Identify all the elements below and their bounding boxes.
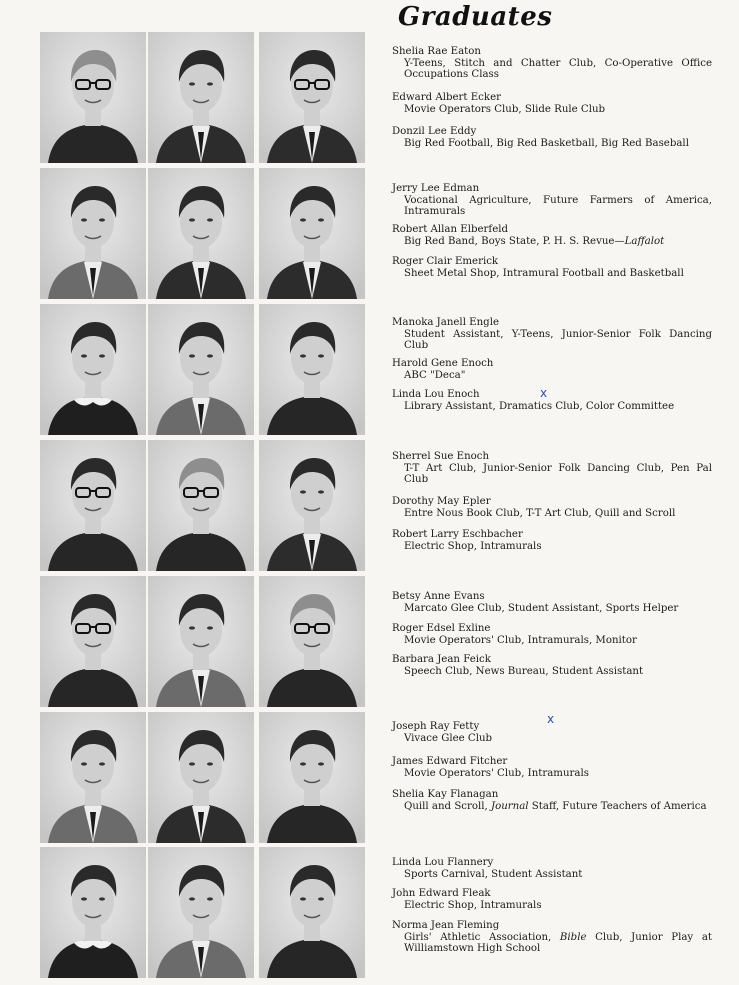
activities-text: Electric Shop, Intramurals — [404, 540, 542, 552]
graduate-activities — [392, 401, 712, 413]
activities-text: Y-Teens, Stitch and Chatter Club, Co-Operative Office Occupations Class — [404, 57, 712, 81]
graduate-entry — [392, 857, 712, 880]
graduate-name: Harold Gene Enoch — [392, 358, 494, 369]
graduate-name: Sherrel Sue Enoch — [392, 451, 490, 462]
graduate-entry — [392, 654, 712, 677]
graduate-activities — [392, 666, 712, 678]
publication-title: Laffalot — [624, 235, 665, 247]
graduate-entry — [392, 920, 712, 955]
student-portrait — [148, 440, 254, 571]
activities-text: Student Assistant, Y-Teens, Junior-Senior Folk Dancing Club — [404, 328, 712, 352]
portrait-row — [40, 712, 365, 843]
activities-text: Entre Nous Book Club, T-T Art Club, Quill and Scroll — [404, 507, 676, 519]
graduate-activities — [392, 635, 712, 647]
activities-text: T-T Art Club, Junior-Senior Folk Dancing Club, Pen Pal Club — [404, 462, 712, 486]
student-portrait — [148, 304, 254, 435]
activities-text: Girls' Athletic Association, — [404, 931, 560, 943]
graduate-name: Roger Clair Emerick — [392, 256, 499, 267]
student-portrait — [259, 440, 365, 571]
graduate-name: James Edward Fitcher — [392, 756, 508, 767]
graduate-entry — [392, 126, 712, 149]
graduate-entry — [392, 224, 712, 247]
graduate-name: Linda Lou Enoch — [392, 389, 480, 400]
graduate-name: John Edward Fleak — [392, 888, 491, 899]
student-portrait — [40, 168, 146, 299]
handwritten-mark: x — [540, 386, 548, 400]
activities-text: Sports Carnival, Student Assistant — [404, 868, 583, 880]
graduate-name: Joseph Ray Fetty — [392, 721, 480, 732]
activities-text: Big Red Band, Boys State, P. H. S. Revue— — [404, 235, 625, 247]
activities-text: Club, Junior Play at Williamstown High School — [404, 931, 712, 955]
graduate-activities — [392, 508, 712, 520]
portrait-row — [40, 576, 365, 707]
graduate-entry — [392, 789, 712, 812]
student-portrait — [40, 32, 146, 163]
student-portrait — [259, 168, 365, 299]
student-portrait — [259, 32, 365, 163]
activities-text: Vivace Glee Club — [404, 732, 493, 744]
graduate-activities — [392, 733, 712, 745]
graduate-entry — [392, 92, 712, 115]
graduate-entry — [392, 256, 712, 279]
graduate-activities — [392, 869, 712, 881]
graduate-entry — [392, 529, 712, 552]
activities-text: Sheet Metal Shop, Intramural Football and Basketball — [404, 267, 684, 279]
activities-text: Marcato Glee Club, Student Assistant, Sports Helper — [404, 602, 679, 614]
publication-title: Bible — [559, 931, 587, 943]
graduate-activities — [392, 370, 712, 382]
graduate-entry — [392, 389, 712, 412]
graduate-activities — [392, 236, 712, 248]
activities-text: Speech Club, News Bureau, Student Assistant — [404, 665, 644, 677]
graduate-entry — [392, 888, 712, 911]
graduate-activities — [392, 768, 712, 780]
graduate-name: Betsy Anne Evans — [392, 591, 485, 602]
activities-text: Movie Operators' Club, Intramurals — [404, 767, 589, 779]
student-portrait — [259, 304, 365, 435]
graduate-name: Manoka Janell Engle — [392, 317, 499, 328]
graduate-name: Edward Albert Ecker — [392, 92, 501, 103]
student-portrait — [40, 440, 146, 571]
portrait-row — [40, 440, 365, 571]
graduate-name: Shelia Rae Eaton — [392, 46, 481, 57]
student-portrait — [148, 712, 254, 843]
activities-text: ABC "Deca" — [404, 369, 466, 381]
graduate-activities — [392, 138, 712, 150]
portrait-row — [40, 304, 365, 435]
graduate-activities — [392, 195, 712, 218]
activities-text: Big Red Football, Big Red Basketball, Big Red Baseball — [404, 137, 689, 149]
graduate-name: Robert Larry Eschbacher — [392, 529, 523, 540]
graduate-entry — [392, 358, 712, 381]
student-portrait — [40, 576, 146, 707]
graduate-entry — [392, 496, 712, 519]
student-portrait — [40, 712, 146, 843]
publication-title: Journal — [491, 800, 529, 812]
graduate-activities — [392, 463, 712, 486]
graduate-activities — [392, 900, 712, 912]
graduate-name: Shelia Kay Flanagan — [392, 789, 499, 800]
activities-text: Quill and Scroll, — [404, 800, 492, 812]
graduate-name: Norma Jean Fleming — [392, 920, 500, 931]
student-portrait — [259, 712, 365, 843]
handwritten-mark: x — [547, 712, 555, 726]
student-portrait — [40, 847, 146, 978]
graduate-entry — [392, 317, 712, 352]
activities-text: Vocational Agriculture, Future Farmers of America, Intramurals — [404, 194, 712, 218]
graduate-activities — [392, 58, 712, 81]
portrait-row — [40, 168, 365, 299]
graduate-entry — [392, 183, 712, 218]
graduate-name: Dorothy May Epler — [392, 496, 491, 507]
graduate-entry — [392, 623, 712, 646]
graduate-activities — [392, 104, 712, 116]
portrait-row — [40, 847, 365, 978]
graduate-entry — [392, 46, 712, 81]
student-portrait — [259, 847, 365, 978]
activities-text: Movie Operators' Club, Intramurals, Monitor — [404, 634, 637, 646]
student-portrait — [148, 168, 254, 299]
student-portrait — [148, 32, 254, 163]
graduate-name: Donzil Lee Eddy — [392, 126, 477, 137]
graduate-entry — [392, 591, 712, 614]
activities-text: Electric Shop, Intramurals — [404, 899, 542, 911]
graduate-activities — [392, 801, 712, 813]
graduate-name: Barbara Jean Feick — [392, 654, 491, 665]
graduate-activities — [392, 268, 712, 280]
graduate-name: Robert Allan Elberfeld — [392, 224, 508, 235]
page-title: Graduates — [398, 2, 553, 32]
graduate-name: Linda Lou Flannery — [392, 857, 494, 868]
activities-text: Library Assistant, Dramatics Club, Color Committee — [404, 400, 675, 412]
student-portrait — [40, 304, 146, 435]
graduate-entry — [392, 756, 712, 779]
graduate-entry — [392, 451, 712, 486]
graduate-activities — [392, 603, 712, 615]
portrait-row — [40, 32, 365, 163]
activities-text: Movie Operators Club, Slide Rule Club — [404, 103, 606, 115]
graduate-activities — [392, 541, 712, 553]
student-portrait — [148, 847, 254, 978]
activities-text: Staff, Future Teachers of America — [528, 800, 707, 812]
student-portrait — [259, 576, 365, 707]
graduate-name: Roger Edsel Exline — [392, 623, 491, 634]
graduate-name: Jerry Lee Edman — [392, 183, 480, 194]
graduate-activities — [392, 329, 712, 352]
student-portrait — [148, 576, 254, 707]
graduate-activities — [392, 932, 712, 955]
